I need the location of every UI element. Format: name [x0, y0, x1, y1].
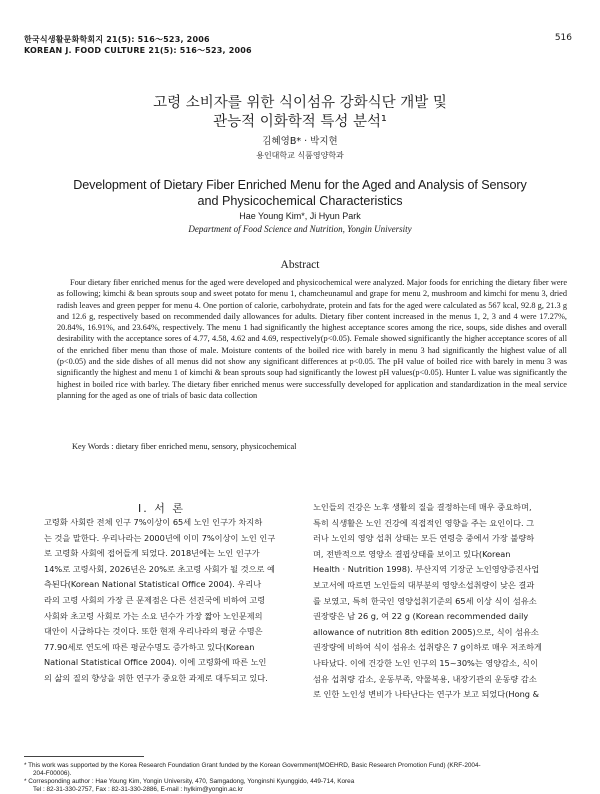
paragraph-line: 나타났다. 이에 건강한 노인 인구의 15~30%는 영양감소, 식이 [313, 657, 538, 668]
paragraph-line: 고령화 사회란 전체 인구 7%이상이 65세 노인 인구가 차지하 [44, 517, 263, 527]
page-number: 516 [554, 33, 572, 43]
english-affiliation: Department of Food Science and Nutrition, Yongin University [188, 224, 412, 234]
footnotes [24, 762, 576, 794]
paragraph-line: National Statistical Office 2004). 이에 고령화에 따른 노인 [44, 657, 267, 668]
paragraph-line: 14%로 고령사회, 2026년은 20%로 초고령 사회가 될 것으로 예 [44, 563, 275, 574]
paragraph-line: 노인들의 건강은 노후 생활의 질을 결정하는데 매우 중요하며, [313, 502, 532, 512]
left-column-text [44, 515, 302, 687]
paragraph-line: 는 것을 말한다. 우리나라는 2000년에 이미 7%이상이 노인 인구 [44, 532, 276, 543]
paragraph-line: 섬유 섭취량 감소, 운동부족, 약물복용, 내장기관의 운동량 감소 [313, 673, 537, 684]
paragraph-line: 대안이 시급하다는 것이다. 또한 현재 우리나라의 평균 수명은 [44, 626, 263, 637]
keywords: Key Words : dietary fiber enriched menu, sensory, physicochemical [72, 442, 297, 451]
footnote-contact: Tel : 82-31-330-2757, Fax : 82-31-330-2886, E-mail : hylkim@yongin.ac.kr [33, 786, 244, 794]
paragraph-line: 의 삶의 질의 향상을 위한 연구가 중요한 과제로 대두되고 있다. [44, 672, 268, 683]
section-heading-introduction: I. 서 론 [138, 502, 185, 515]
journal-title-english: KOREAN J. FOOD CULTURE 21(5): 516～523, 2006 [24, 46, 252, 55]
paragraph-line: 로 고령화 사회에 접어들게 되었다. 2018년에는 노인 인구가 [44, 548, 260, 559]
footnote-funding-continued: 204-F00006). [33, 770, 72, 778]
paragraph-line: 라의 고령 사회의 가장 큰 문제점은 다른 선진국에 비하여 고령 [44, 594, 266, 605]
paragraph-line: 로 인한 노인성 변비가 나타난다는 연구가 보고 되었다(Hong & [313, 689, 539, 700]
korean-affiliation: 용인대학교 식품영양학과 [256, 151, 344, 160]
korean-title-line-1: 고령 소비자를 위한 식이섬유 강화식단 개발 및 [153, 95, 447, 111]
abstract-text: Four dietary fiber enriched menus for the aged were developed and physicochemical were analyzed. Major foods for enriching the dietary fiber were as following; kimchi & bean sprouts soup and sweet potato for menu 1, chamcheunamul and grape for menu 2, mushroom and kimchi for menu 3, dried radish leaves and green pepper for menu 4. One portion of calorie, carbohydrate, protein and fats for the aged were calculated as 567 kcal, 92.8 g, 21.3 g and 12.6 g, respectively based on recommended daily allowances for adults. Dietary fiber content increased in the menus 1, 2, 3 and 4 were 17.27%, 20.84%, 16.91%, and 23.64%, respectively. The menu 1 had significantly the highest acceptance scores among the rice, soups, side dishes and overall desirability with the acceptance sores of 4.77, 4.58, 4.62 and 4.69, respectively(p<0.05). Female showed significantly the higher acceptance scores of all of the enriched fiber menu than those of male. Moisture contents of the boiled rice with barely in menu 3 had significantly the highest value of all (p<0.05) and the side dishes of all menus did not show any significant differences at p<0.05. The pH value of boiled rice with barely in menu 3 was significantly the highest and menu 1 of kimchi & bean sprouts soup had significantly the lowest pH values(p<0.05). Hunter L value was significantly the highest in boiled rice with barley. The dietary fiber enriched menus were successfully developed for application and standardization in the meal service planning for the aged as one of trials of basic data collection [57, 278, 567, 400]
korean-authors: 김혜영B* · 박지현 [262, 136, 338, 147]
paragraph-line: 러나 노인의 영양 섭취 상태는 모든 연령층 중에서 가장 불량하 [313, 533, 535, 544]
journal-title-korean: 한국식생활문화학회지 21(5): 516～523, 2006 [24, 35, 210, 44]
paragraph-line: 권장량에 비하여 식이 섬유소 섭취량은 7 g이하로 매우 저조하게 [313, 642, 542, 653]
abstract-heading: Abstract [280, 259, 320, 271]
paragraph-line: 사회와 초고령 사회로 가는 소요 년수가 가장 짧아 노인문제의 [44, 610, 263, 621]
paragraph-line: 며, 전반적으로 영양소 결핍상태를 보이고 있다(Korean [313, 548, 511, 559]
paragraph-line: 권장량은 남 26 g, 여 22 g (Korean recommended daily [313, 611, 529, 622]
english-authors: Hae Young Kim*, Ji Hyun Park [239, 211, 361, 221]
right-column-text [313, 500, 576, 703]
footnote-corresponding-author: * Corresponding author : Hae Young Kim, Yongin University, 470, Samgadong, Yonginshi Kyunggido, 449-714, Korea [24, 778, 355, 786]
english-title-line-1: Development of Dietary Fiber Enriched Menu for the Aged and Analysis of Sensory [73, 178, 527, 192]
paragraph-line: 특히 식생활은 노인 건강에 직접적인 영향을 주는 요인이다. 그 [313, 517, 535, 528]
paragraph-line: 보고서에 따르면 노인들의 대부분의 영양소섭취량이 낮은 결과 [313, 579, 535, 590]
footnote-funding: * This work was supported by the Korea Research Foundation Grant funded by the Korean Government(MOEHRD, Basic Research Promotion Fund) (KRF-2004- [24, 762, 481, 769]
paragraph-line: 측된다(Korean National Statistical Office 2004). 우리나 [44, 579, 262, 590]
footnote-divider [24, 756, 144, 757]
paragraph-line: 77.90세로 연도에 따른 평균수명도 증가하고 있다(Korean [44, 641, 255, 652]
english-title-line-2: and Physicochemical Characteristics [197, 194, 403, 208]
paragraph-line: Health · Nutrition 1998). 부산지역 기장군 노인영양증진사업 [313, 564, 540, 575]
paragraph-line: 를 보였고, 특히 한국인 영양섭취기준의 65세 이상 식이 섬유소 [313, 595, 537, 606]
paragraph-line: allowance of nutrition 8th edition 2005)으로, 식이 섬유소 [313, 626, 539, 637]
korean-title-line-2: 관능적 이화학적 특성 분석¹ [213, 114, 387, 130]
